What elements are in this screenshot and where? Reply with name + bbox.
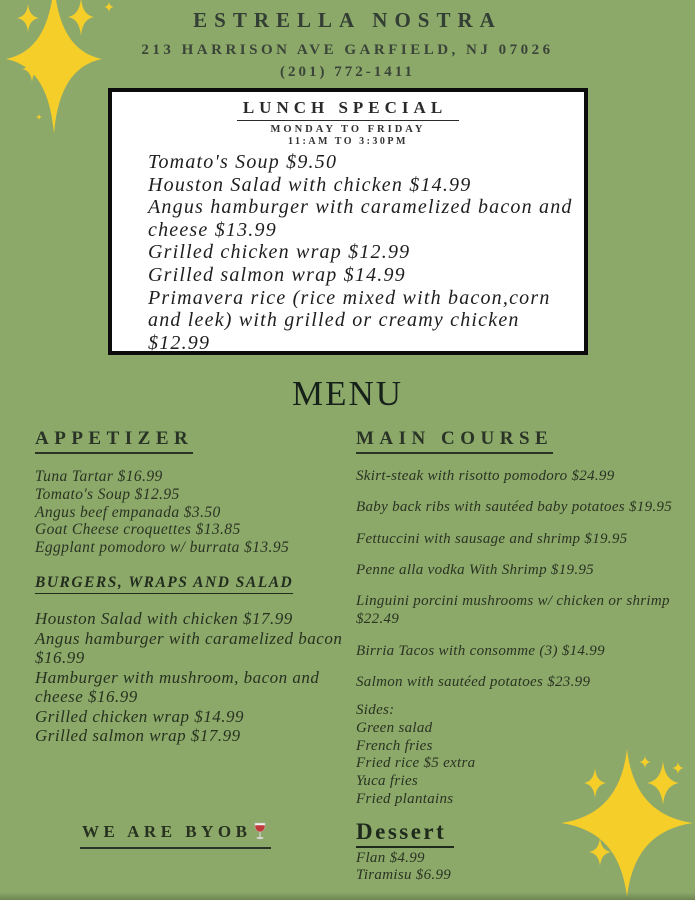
menu-item: Skirt-steak with risotto pomodoro $24.99 (356, 468, 615, 484)
menu-item: Eggplant pomodoro w/ burrata $13.95 (35, 539, 290, 557)
lunch-special-items (148, 151, 574, 354)
side-item: Fried plantains (356, 790, 454, 807)
menu-item: Tiramisu $6.99 (356, 867, 452, 884)
menu-item: Fettuccini with sausage and shrimp $19.95 (356, 530, 628, 547)
restaurant-name: ESTRELLA NOSTRA (193, 8, 502, 32)
header (0, 0, 695, 81)
byob-label: WE ARE BYOB (82, 822, 252, 841)
menu-title: MENU (291, 374, 404, 413)
menu-item: Houston Salad with chicken $17.99 (35, 609, 293, 629)
dessert-heading: Dessert (356, 819, 454, 848)
side-item: French fries (356, 737, 433, 754)
appetizer-heading: APPETIZER (35, 428, 193, 454)
left-column (35, 428, 348, 746)
side-item: Green salad (356, 720, 433, 737)
lunch-item: Houston Salad with chicken $14.99 (148, 173, 472, 196)
menu-item: Hamburger with mushroom, bacon and cheese $16.99 (35, 667, 320, 707)
main-course-heading: MAIN COURSE (356, 428, 553, 454)
menu-item: Tuna Tartar $16.99 (35, 468, 163, 485)
menu-item: Grilled chicken wrap $14.99 (35, 706, 244, 726)
menu-item: Grilled salmon wrap $17.99 (35, 726, 241, 746)
menu-item: Salmon with sautéed potatoes $23.99 (356, 674, 591, 691)
wine-glass-icon (253, 822, 267, 840)
bottom-shade (0, 892, 695, 900)
lunch-special-box (108, 88, 588, 355)
burgers-wraps-salad-items (35, 609, 348, 746)
menu-item: Angus beef empanada $3.50 (35, 503, 221, 521)
lunch-item: Tomato's Soup $9.50 (148, 151, 338, 173)
lunch-special-days: MONDAY TO FRIDAY (270, 124, 426, 135)
lunch-item: Angus hamburger with caramelized bacon and cheese $13.99 (148, 196, 573, 241)
lunch-item: Grilled chicken wrap $12.99 (148, 241, 411, 264)
lunch-special-title: LUNCH SPECIAL (237, 98, 459, 121)
right-column (356, 428, 682, 885)
restaurant-phone: (201) 772-1411 (280, 64, 415, 80)
byob-note (80, 822, 271, 849)
main-course-items (356, 467, 682, 691)
lunch-item: Grilled salmon wrap $14.99 (148, 263, 406, 286)
restaurant-address: 213 HARRISON AVE GARFIELD, NJ 07026 (141, 42, 554, 58)
menu-item: Penne alla vodka With Shrimp $19.95 (356, 561, 594, 578)
menu-item: Tomato's Soup $12.95 (35, 485, 180, 503)
menu-item: Goat Cheese croquettes $13.85 (35, 521, 241, 539)
menu-item: Flan $4.99 (356, 849, 425, 866)
menu-item: Angus hamburger with caramelized bacon $16.99 (35, 628, 343, 668)
sides-section (356, 702, 682, 808)
menu-item: Birria Tacos with consomme (3) $14.99 (356, 642, 605, 659)
burgers-wraps-salad-heading: BURGERS, WRAPS AND SALAD (35, 574, 293, 594)
menu-item: Baby back ribs with sautéed baby potatoes $19.95 (356, 499, 673, 516)
sides-label: Sides: (356, 702, 395, 719)
dessert-items (356, 850, 682, 885)
menu-item: Linguini porcini mushrooms w/ chicken or shrimp $22.49 (356, 593, 670, 628)
side-item: Yuca fries (356, 773, 419, 790)
side-item: Fried rice $5 extra (356, 755, 476, 772)
appetizer-items (35, 468, 348, 557)
lunch-special-hours: 11:AM TO 3:30PM (288, 136, 408, 147)
lunch-item: Primavera rice (rice mixed with bacon,corn and leek) with grilled or creamy chicken $12.99 (148, 286, 551, 354)
